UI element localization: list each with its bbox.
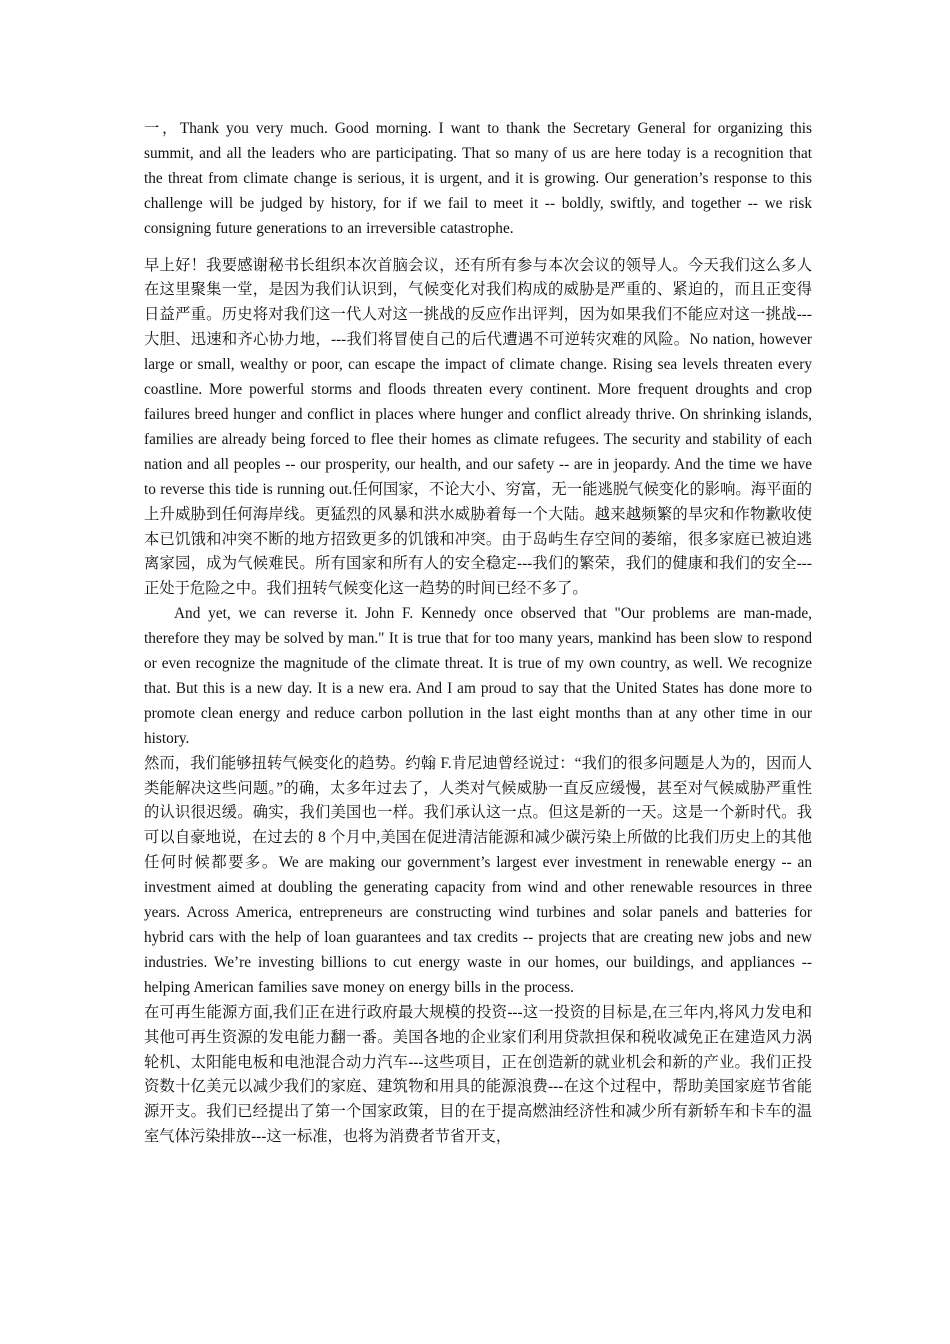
- document-body: [144, 117, 812, 1150]
- paragraph-1: 一，Thank you very much. Good morning. I want to thank the Secretary General for organizing this summit, and all the leaders who are participating. That so many of us are here today is a recognition that the threat from climate change is serious, it is urgent, and it is growing. Our generation’s response to this challenge will be judged by history, for if we fail to meet it -- boldly, swiftly, and together -- we risk consigning future generations to an irreversible catastrophe.: [144, 120, 812, 237]
- paragraph-5: 在可再生能源方面,我们正在进行政府最大规模的投资---这一投资的目标是,在三年内,将风力发电和其他可再生资源的发电能力翻一番。美国各地的企业家们利用贷款担保和税收减免正在建造风力涡轮机、太阳能电板和电池混合动力汽车---这些项目，正在创造新的就业机会和新的产业。我们正投资数十亿美元以减少我们的家庭、建筑物和用具的能源浪费---在这个过程中，帮助美国家庭节省能源开支。我们已经提出了第一个国家政策，目的在于提高燃油经济性和减少所有新轿车和卡车的温室气体污染排放---这一标准，也将为消费者节省开支，: [144, 1003, 812, 1146]
- paragraph-3: And yet, we can reverse it. John F. Kennedy once observed that "Our problems are man-made, therefore they may be solved by man." It is true that for too many years, mankind has been slow to respond or even recognize the magnitude of the climate threat. It is true of my own country, as well. We recognize that. But this is a new day. It is a new era. And I am proud to say that the United States has done more to promote clean energy and reduce carbon pollution in the last eight months than at any other time in our history.: [144, 605, 812, 747]
- paragraph-2: 早上好！我要感谢秘书长组织本次首脑会议，还有所有参与本次会议的领导人。今天我们这么多人在这里聚集一堂，是因为我们认识到，气候变化对我们构成的威胁是严重的、紧迫的，而且正变得日益严重。历史将对我们这一代人对这一挑战的反应作出评判，因为如果我们不能应对这一挑战---大胆、迅速和齐心协力地，---我们将冒使自己的后代遭遇不可逆转灾难的风险。No nation, however large or small, wealthy or poor, can escape the impact of climate change. Rising sea levels threaten every coastline. More powerful storms and floods threaten every continent. More frequent droughts and crop failures breed hunger and conflict in places where hunger and conflict already thrive. On shrinking islands, families are already being forced to flee their homes as climate refugees. The security and stability of each nation and all peoples -- our prosperity, our health, and our safety -- are in jeopardy. And the time we have to reverse this tide is running out.任何国家，不论大小、穷富，无一能逃脱气候变化的影响。海平面的上升威胁到任何海岸线。更猛烈的风暴和洪水威胁着每一个大陆。越来越频繁的旱灾和作物歉收使本已饥饿和冲突不断的地方招致更多的饥饿和冲突。由于岛屿生存空间的萎缩，很多家庭已被迫逃离家园，成为气候难民。所有国家和所有人的安全稳定---我们的繁荣，我们的健康和我们的安全---正处于危险之中。我们扭转气候变化这一趋势的时间已经不多了。: [144, 256, 812, 598]
- paragraph-4: 然而，我们能够扭转气候变化的趋势。约翰 F.肯尼迪曾经说过：“我们的很多问题是人为的，因而人类能解决这些问题。”的确，太多年过去了，人类对气候威胁一直反应缓慢，甚至对气候威胁严重性的认识很迟缓。确实，我们美国也一样。我们承认这一点。但这是新的一天。这是一个新时代。我可以自豪地说，在过去的 8 个月中,美国在促进清洁能源和减少碳污染上所做的比我们历史上的其他任何时候都要多。We are making our government’s largest ever investment in renewable energy -- an investment aimed at doubling the generating capacity from wind and other renewable resources in three years. Across America, entrepreneurs are constructing wind turbines and solar panels and batteries for hybrid cars with the help of loan guarantees and tax credits -- projects that are creating new jobs and new industries. We’re investing billions to cut energy waste in our homes, our buildings, and appliances -- helping American families save money on energy bills in the process.: [144, 754, 812, 996]
